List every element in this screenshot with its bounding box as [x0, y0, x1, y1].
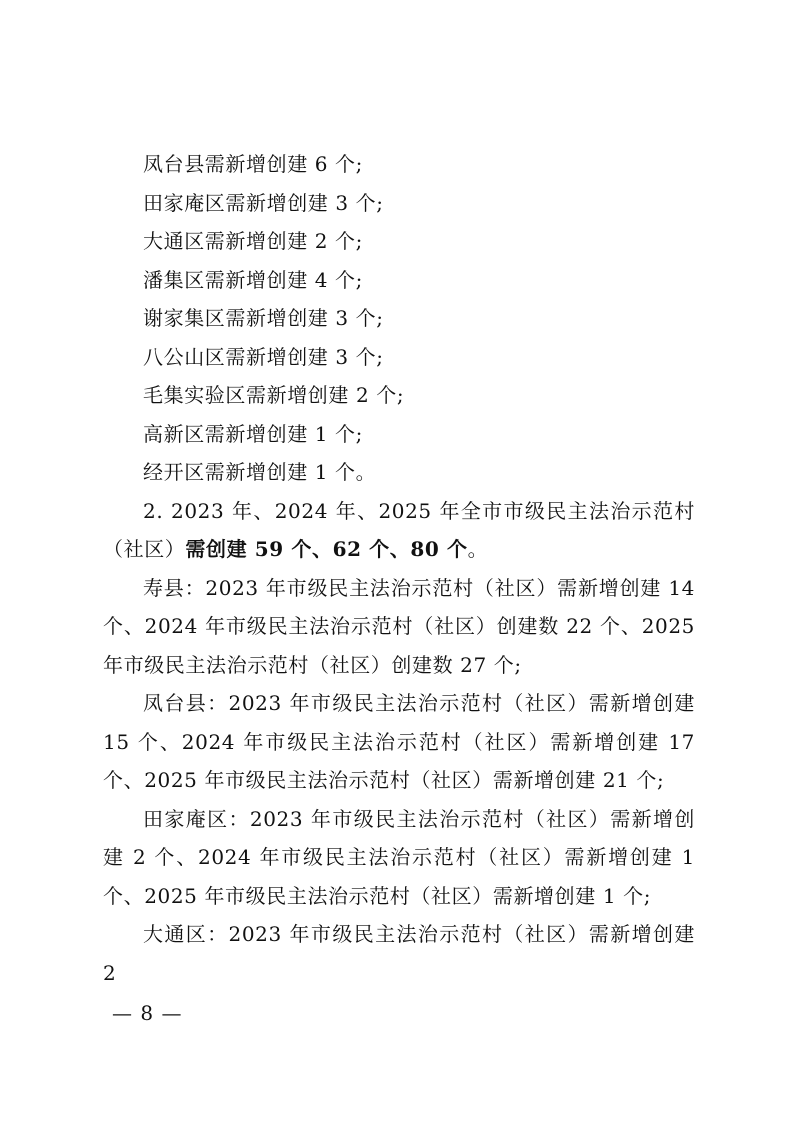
paragraph-tianjiaan-detail: 田家庵区：2023 年市级民主法治示范村（社区）需新增创建 2 个、2024 年市级民主法治示范村（社区）需新增创建 1 个、2025 年市级民主法治示范村（社区）需新增创建 1 个; — [103, 806, 695, 908]
paragraph-gaoxin-count: 高新区需新增创建 1 个; — [143, 421, 363, 446]
paragraph-panji-count: 潘集区需新增创建 4 个; — [143, 267, 363, 292]
paragraph-jingkai-count: 经开区需新增创建 1 个。 — [143, 460, 377, 484]
section-2-tail-text: 。 — [467, 537, 489, 561]
section-2-bold-text: 需创建 59 个、62 个、80 个 — [185, 537, 468, 561]
page-number: — 8 — — [112, 1001, 183, 1025]
document-body — [103, 145, 695, 992]
paragraph-tianjiaan-count: 田家庵区需新增创建 3 个; — [143, 190, 384, 215]
paragraph-datong-detail: 大通区：2023 年市级民主法治示范村（社区）需新增创建 2 — [103, 922, 695, 985]
paragraph-fengtai-count: 凤台县需新增创建 6 个; — [143, 152, 363, 176]
paragraph-xiejiaji-count: 谢家集区需新增创建 3 个; — [143, 306, 384, 330]
paragraph-fengtai-detail: 凤台县：2023 年市级民主法治示范村（社区）需新增创建 15 个、2024 年市级民主法治示范村（社区）需新增创建 17 个、2025 年市级民主法治示范村（社区）需新增创建 21 个; — [103, 691, 695, 792]
paragraph-section-2 — [103, 492, 695, 569]
paragraph-maoji-count: 毛集实验区需新增创建 2 个; — [143, 383, 405, 407]
section-2-lead-text: 2. 2023 年、2024 年、2025 年全市市级民主法治示范村（社区） — [103, 498, 695, 561]
paragraph-datong-count: 大通区需新增创建 2 个; — [143, 229, 363, 253]
paragraph-bagongshan-count: 八公山区需新增创建 3 个; — [143, 344, 384, 369]
paragraph-shouxian-detail: 寿县：2023 年市级民主法治示范村（社区）需新增创建 14 个、2024 年市级民主法治示范村（社区）创建数 22 个、2025 年市级民主法治示范村（社区）创建数 27 个; — [103, 575, 695, 677]
